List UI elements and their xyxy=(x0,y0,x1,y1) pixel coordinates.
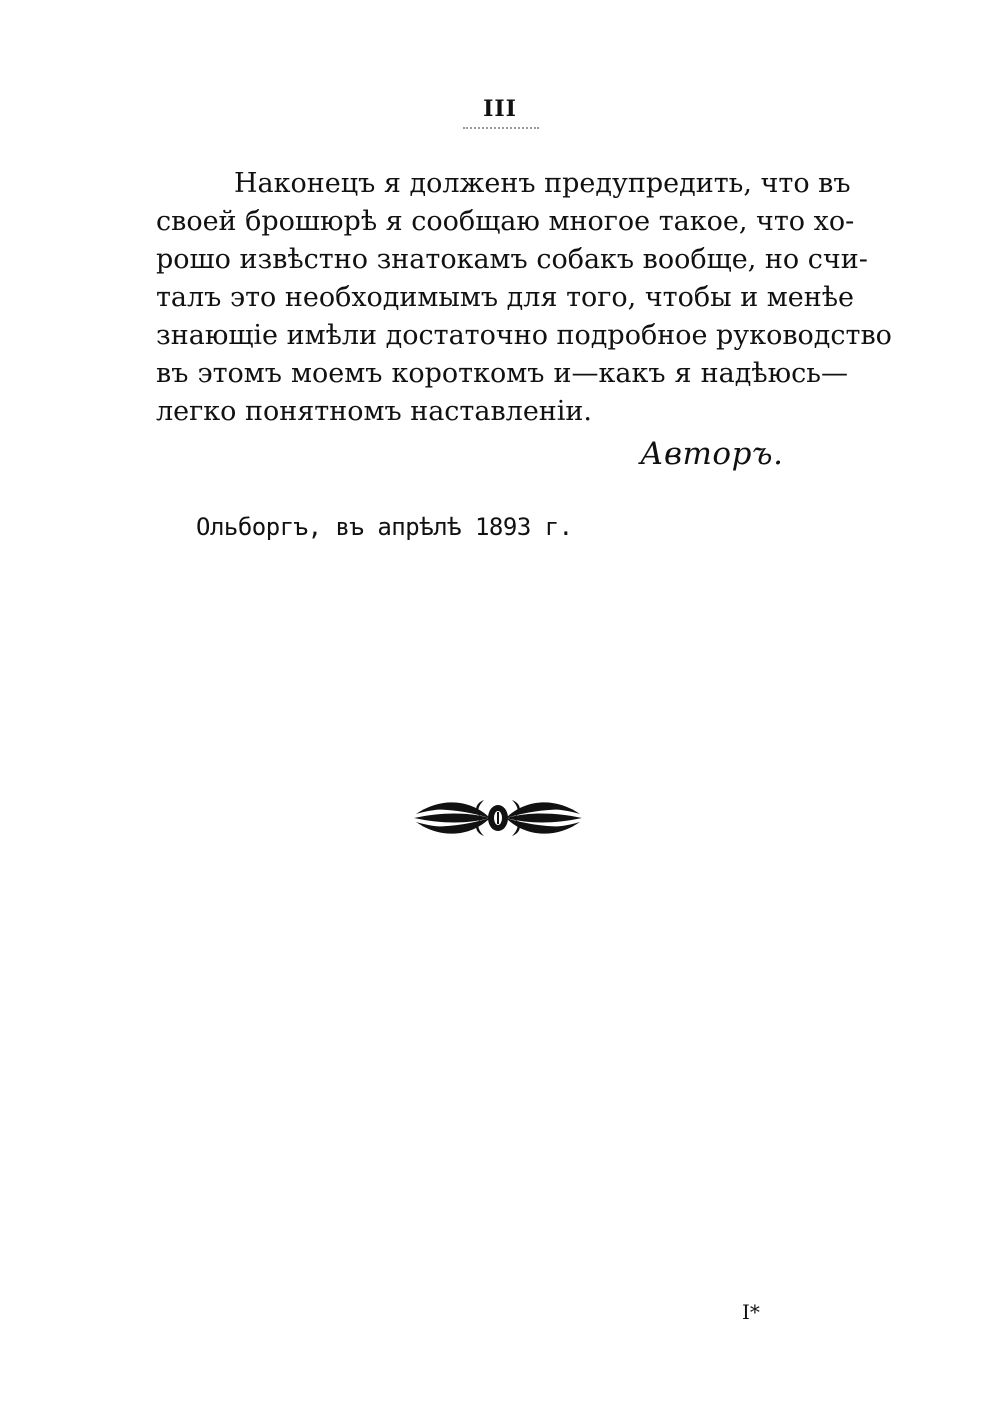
author-signature: Авторъ. xyxy=(640,436,784,472)
printer-signature-mark: I* xyxy=(742,1300,760,1324)
paragraph-line: талъ это необходимымъ для того, чтобы и менѣе xyxy=(156,282,855,313)
paragraph-line: знающіе имѣли достаточно подробное руководство xyxy=(156,320,892,351)
page-number-rule xyxy=(463,127,539,129)
fleuron-ornament-icon xyxy=(412,792,584,844)
paragraph-line: въ этомъ моемъ короткомъ и—какъ я надѣюсь— xyxy=(156,358,848,389)
paragraph-line: своей брошюрѣ я сообщаю многое такое, что хо- xyxy=(156,206,855,237)
body-paragraph xyxy=(156,165,892,431)
dateline: Ольборгъ, въ апрѣлѣ 1893 г. xyxy=(196,513,573,541)
paragraph-line: Наконецъ я долженъ предупредить, что въ xyxy=(234,168,851,199)
paragraph-line: легко понятномъ наставленіи. xyxy=(156,396,593,427)
page-number: III xyxy=(483,96,517,122)
paragraph-line: рошо извѣстно знатокамъ собакъ вообще, но счи- xyxy=(156,244,868,275)
